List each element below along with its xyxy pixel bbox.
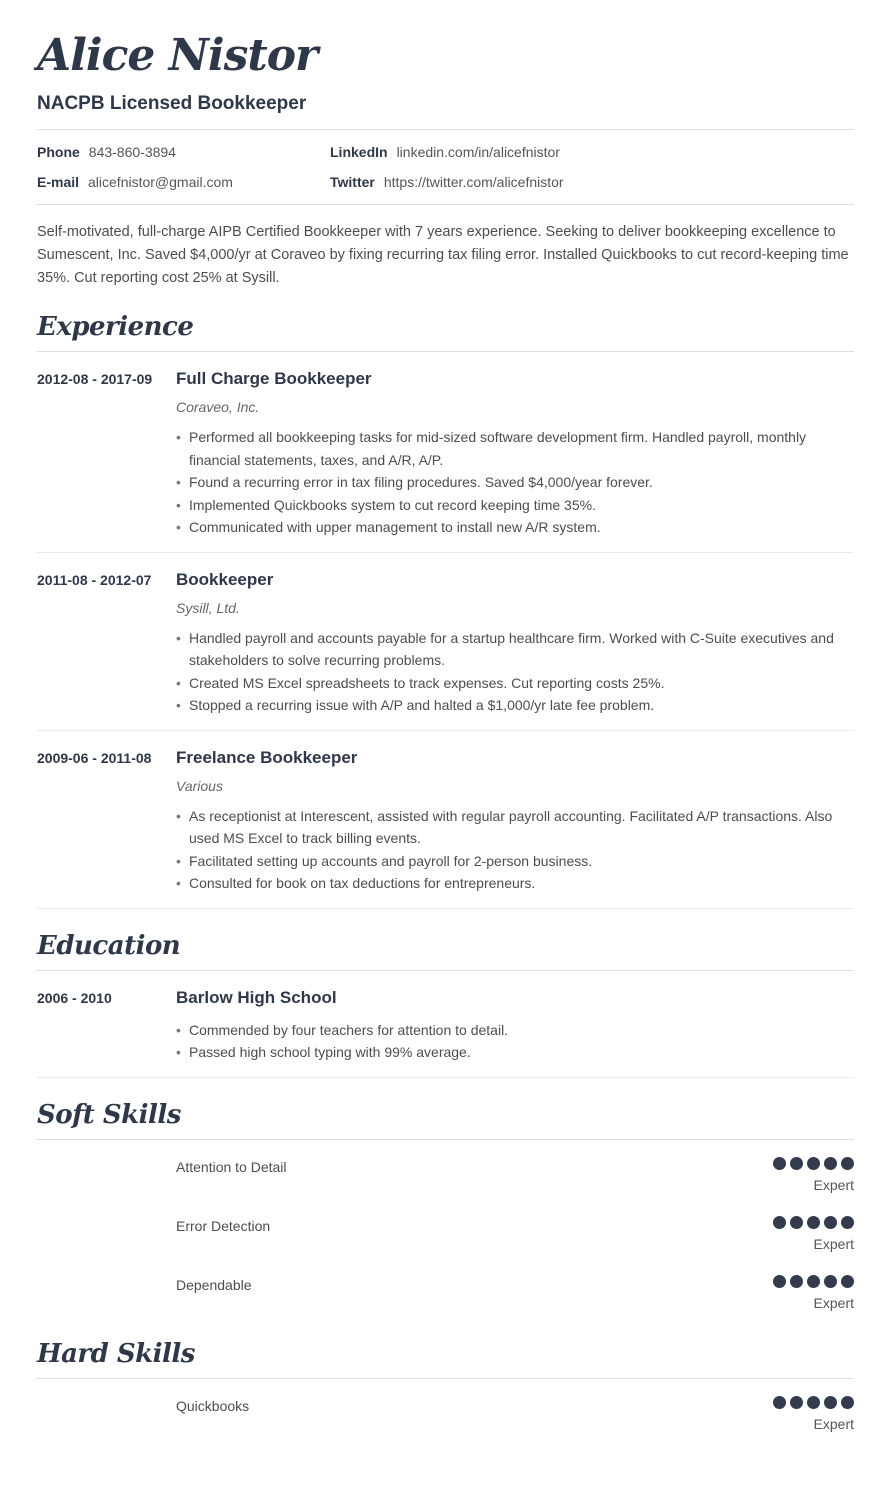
rating-dot (841, 1216, 854, 1229)
skill-name: Dependable (176, 1276, 252, 1293)
skill-name: Quickbooks (176, 1397, 250, 1414)
entry-title: Full Charge Bookkeeper (176, 369, 372, 389)
bullet-item: • Stopped a recurring issue with A/P and halted a $1,000/yr late fee problem. (176, 694, 854, 717)
experience-heading: Experience (37, 312, 854, 352)
soft-skills-section (37, 1100, 854, 1317)
contact-linkedin (330, 142, 854, 162)
bullet-item: • Passed high school typing with 99% average. (176, 1041, 854, 1064)
entry-organization: Sysill, Ltd. (176, 599, 240, 616)
rating-dot (773, 1396, 786, 1409)
resume-header (37, 30, 854, 290)
hard-skills-heading: Hard Skills (37, 1339, 854, 1379)
bullet-item: • Handled payroll and accounts payable for a startup healthcare firm. Worked with C-Suite executives and stakeholders to solve recurring problems. (176, 627, 854, 672)
bullet-item: • As receptionist at Interescent, assisted with regular payroll accounting. Facilitated A/P transactions. Also used MS Excel to track billing events. (176, 805, 854, 850)
skill-rating-dots (773, 1275, 854, 1288)
skill-level-label: Expert (813, 1294, 854, 1311)
experience-section (37, 312, 854, 909)
skill-row (176, 1379, 854, 1438)
bullet-item: • Found a recurring error in tax filing procedures. Saved $4,000/year forever. (176, 471, 854, 494)
rating-dot (824, 1216, 837, 1229)
education-entry (37, 971, 854, 1078)
contact-linkedin-value: linkedin.com/in/alicefnistor (396, 144, 560, 161)
rating-dot (773, 1275, 786, 1288)
contact-email-label: E-mail (37, 174, 80, 191)
education-heading: Education (37, 931, 854, 971)
bullet-item: • Created MS Excel spreadsheets to track expenses. Cut reporting costs 25%. (176, 672, 854, 695)
contact-phone-label: Phone (37, 144, 80, 161)
rating-dot (790, 1275, 803, 1288)
rating-dot (807, 1157, 820, 1170)
entry-title: Barlow High School (176, 987, 337, 1007)
header-divider-bottom (37, 204, 854, 205)
contact-phone-value: 843-860-3894 (88, 144, 176, 161)
contact-twitter-value: https://twitter.com/alicefnistor (383, 174, 564, 191)
rating-dot (790, 1396, 803, 1409)
entry-bullets (176, 1019, 854, 1064)
bullet-item: • Performed all bookkeeping tasks for mid-sized software development firm. Handled payroll, monthly financial statements, taxes, and A/R, A/P. (176, 426, 854, 471)
experience-entry (37, 553, 854, 731)
rating-dot (841, 1396, 854, 1409)
rating-dot (790, 1216, 803, 1229)
rating-dot (807, 1396, 820, 1409)
professional-summary: Self-motivated, full-charge AIPB Certified Bookkeeper with 7 years experience. Seeking to deliver bookkeeping excellence to Sumescent, Inc. Saved $4,000/yr at Coraveo by fixing recurring tax filing error. Installed Quickbooks to cut record-keeping time 35%. Cut reporting cost 25% at Sysill. (37, 224, 849, 287)
skill-name: Error Detection (176, 1217, 271, 1234)
rating-dot (841, 1275, 854, 1288)
entry-bullets (176, 426, 854, 539)
entry-dates: 2011-08 - 2012-07 (37, 571, 152, 588)
skill-rating-dots (773, 1157, 854, 1170)
skill-row (176, 1140, 854, 1199)
entry-dates: 2009-06 - 2011-08 (37, 749, 152, 766)
entry-title: Freelance Bookkeeper (176, 747, 358, 767)
candidate-job-title: NACPB Licensed Bookkeeper (37, 93, 307, 115)
skill-rating (773, 1216, 854, 1252)
soft-skills-heading: Soft Skills (37, 1100, 854, 1140)
contact-info (37, 130, 854, 204)
rating-dot (824, 1275, 837, 1288)
candidate-name: Alice Nistor (37, 30, 318, 81)
entry-dates: 2012-08 - 2017-09 (37, 371, 153, 388)
rating-dot (773, 1216, 786, 1229)
contact-email (37, 172, 330, 192)
skill-row (176, 1199, 854, 1258)
contact-email-value: alicefnistor@gmail.com (88, 174, 233, 191)
bullet-item: • Consulted for book on tax deductions for entrepreneurs. (176, 872, 854, 895)
skill-name: Attention to Detail (176, 1158, 287, 1175)
contact-twitter-label: Twitter (330, 174, 375, 191)
education-section (37, 931, 854, 1078)
skill-level-label: Expert (813, 1415, 854, 1432)
contact-linkedin-label: LinkedIn (330, 144, 388, 161)
bullet-item: • Commended by four teachers for attention to detail. (176, 1019, 854, 1042)
rating-dot (824, 1157, 837, 1170)
bullet-item: • Facilitated setting up accounts and payroll for 2-person business. (176, 850, 854, 873)
entry-organization: Coraveo, Inc. (176, 399, 260, 416)
hard-skills-section (37, 1339, 854, 1438)
bullet-item: • Implemented Quickbooks system to cut record keeping time 35%. (176, 494, 854, 517)
rating-dot (790, 1157, 803, 1170)
rating-dot (841, 1157, 854, 1170)
rating-dot (824, 1396, 837, 1409)
rating-dot (807, 1275, 820, 1288)
skill-rating-dots (773, 1216, 854, 1229)
entry-dates: 2006 - 2010 (37, 989, 112, 1006)
skill-rating (773, 1275, 854, 1311)
skill-rating (773, 1157, 854, 1193)
experience-entry (37, 731, 854, 909)
bullet-item: • Communicated with upper management to install new A/R system. (176, 516, 854, 539)
entry-bullets (176, 805, 854, 895)
rating-dot (807, 1216, 820, 1229)
skill-rating (773, 1396, 854, 1432)
rating-dot (773, 1157, 786, 1170)
contact-phone (37, 142, 330, 162)
entry-title: Bookkeeper (176, 569, 274, 589)
skill-row (176, 1258, 854, 1317)
entry-organization: Various (176, 777, 223, 794)
skill-rating-dots (773, 1396, 854, 1409)
contact-twitter (330, 172, 854, 192)
experience-entry (37, 352, 854, 553)
skill-level-label: Expert (813, 1176, 854, 1193)
skill-level-label: Expert (813, 1235, 854, 1252)
entry-bullets (176, 627, 854, 717)
